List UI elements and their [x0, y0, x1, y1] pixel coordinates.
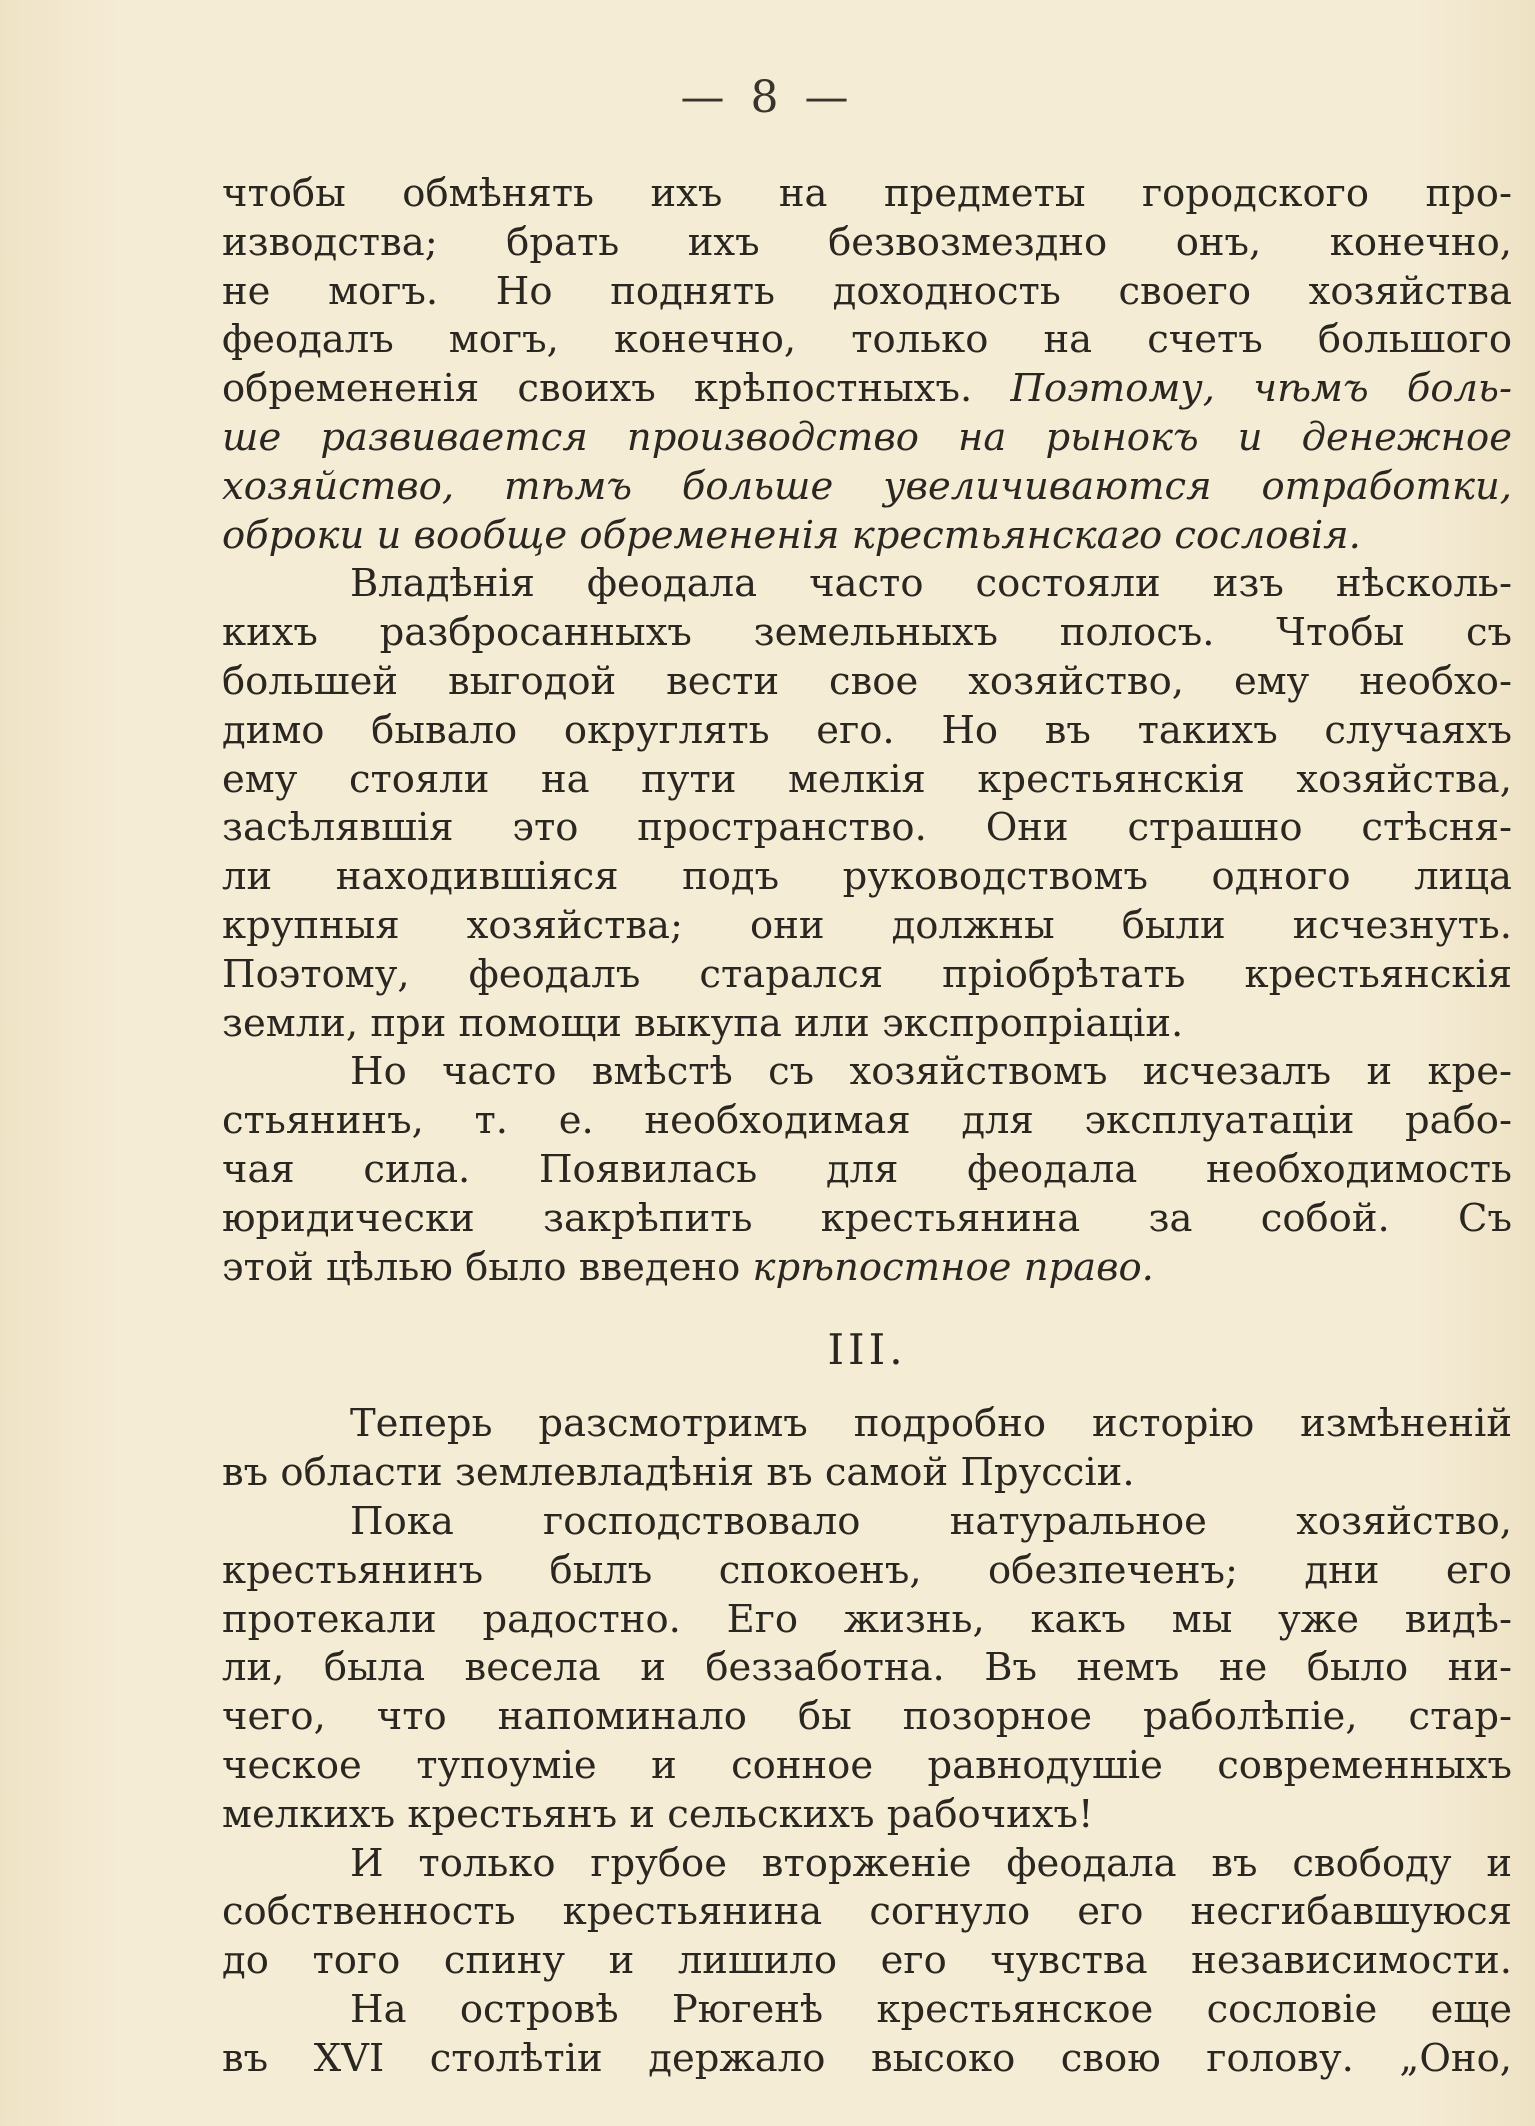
page-number: — 8 —: [680, 72, 855, 123]
body-text: [222, 170, 1512, 2083]
text-line: Владѣнія феодала часто состояли изъ нѣсколь-: [350, 561, 1512, 607]
text-line: стьянинъ, т. е. необходимая для эксплуатаціи рабо-: [222, 1098, 1512, 1144]
text-line: На островѣ Рюгенѣ крестьянское сословіе еще: [350, 1986, 1512, 2032]
text-line: ли, была весела и беззаботна. Въ немъ не было ни-: [222, 1645, 1512, 1691]
paragraph: [222, 1840, 1512, 1986]
text-line: Теперь разсмотримъ подробно исторію измѣненій: [350, 1401, 1512, 1447]
text-line: крупныя хозяйства; они должны были исчезнуть.: [222, 902, 1512, 948]
text-line: земли, при помощи выкупа или экспропріаціи.: [222, 1000, 1184, 1046]
text-line: до того спину и лишило его чувства независимости.: [222, 1938, 1512, 1984]
italic-text: оброки и вообще обремененія крестьянскаго сословія.: [222, 512, 1361, 558]
text-line: большей выгодой вести свое хозяйство, ему необхо-: [222, 658, 1512, 704]
paragraph: [222, 1400, 1512, 1498]
text-line: димо бывало округлять его. Но въ такихъ случаяхъ: [222, 707, 1512, 753]
italic-text: крѣпостное право.: [752, 1244, 1154, 1290]
text-segment: обремененія своихъ крѣпостныхъ.: [222, 366, 1011, 412]
text-line: чая сила. Появилась для феодала необходимость: [222, 1146, 1512, 1192]
text-line: засѣлявшія это пространство. Они страшно стѣсня-: [222, 805, 1512, 851]
text-line: не могъ. Но поднять доходность своего хозяйства: [222, 268, 1512, 314]
italic-text: ше развивается производство на рынокъ и денежное: [222, 414, 1512, 460]
text-line: крестьянинъ былъ спокоенъ, обезпеченъ; дни его: [222, 1547, 1512, 1593]
paragraph: [222, 1048, 1512, 1292]
text-line: [222, 1244, 1512, 1293]
text-line: мелкихъ крестьянъ и сельскихъ рабочихъ!: [222, 1791, 1094, 1837]
italic-text: хозяйство, тѣмъ больше увеличиваются отработки,: [222, 463, 1512, 509]
paragraph: [222, 1498, 1512, 1840]
text-segment: этой цѣлью было введено: [222, 1244, 753, 1290]
text-line: ческое тупоуміе и сонное равнодушіе современныхъ: [222, 1742, 1512, 1788]
text-line: ли находившіяся подъ руководствомъ одного лица: [222, 854, 1512, 900]
text-line: [222, 512, 1512, 561]
text-line: чтобы обмѣнять ихъ на предметы городского про-: [222, 171, 1512, 216]
paragraph: [222, 1986, 1512, 2084]
text-line: изводства; брать ихъ безвозмездно онъ, конечно,: [222, 219, 1512, 265]
text-line: въ XVI столѣтіи держало высоко свою голову. „Оно,: [222, 2035, 1512, 2081]
section-heading: III.: [827, 1325, 907, 1375]
text-line: Но часто вмѣстѣ съ хозяйствомъ исчезалъ и кре-: [350, 1049, 1512, 1095]
italic-text: Поэтому, чѣмъ боль-: [1010, 366, 1512, 412]
text-line: чего, что напоминало бы позорное раболѣпіе, стар-: [222, 1694, 1512, 1740]
text-line: Поэтому, феодалъ старался пріобрѣтать крестьянскія: [222, 951, 1512, 997]
text-line: собственность крестьянина согнуло его несгибавшуюся: [222, 1889, 1512, 1935]
text-line: юридически закрѣпить крестьянина за собой. Съ: [222, 1195, 1512, 1241]
text-line: протекали радостно. Его жизнь, какъ мы уже видѣ-: [222, 1596, 1512, 1642]
text-line: кихъ разбросанныхъ земельныхъ полосъ. Чтобы съ: [222, 610, 1512, 656]
text-line: [222, 463, 1512, 512]
text-line: ему стояли на пути мелкія крестьянскія хозяйства,: [222, 756, 1512, 802]
text-line: [222, 365, 1512, 414]
text-line: Пока господствовало натуральное хозяйство,: [350, 1498, 1512, 1544]
text-line: [222, 414, 1512, 463]
paragraph: [222, 170, 1512, 560]
paragraph: [222, 560, 1512, 1048]
text-line: въ области землевладѣнія въ самой Пруссіи.: [222, 1450, 1135, 1496]
text-line: И только грубое вторженіе феодала въ свободу и: [350, 1840, 1512, 1886]
text-line: феодалъ могъ, конечно, только на счетъ большого: [222, 317, 1512, 363]
